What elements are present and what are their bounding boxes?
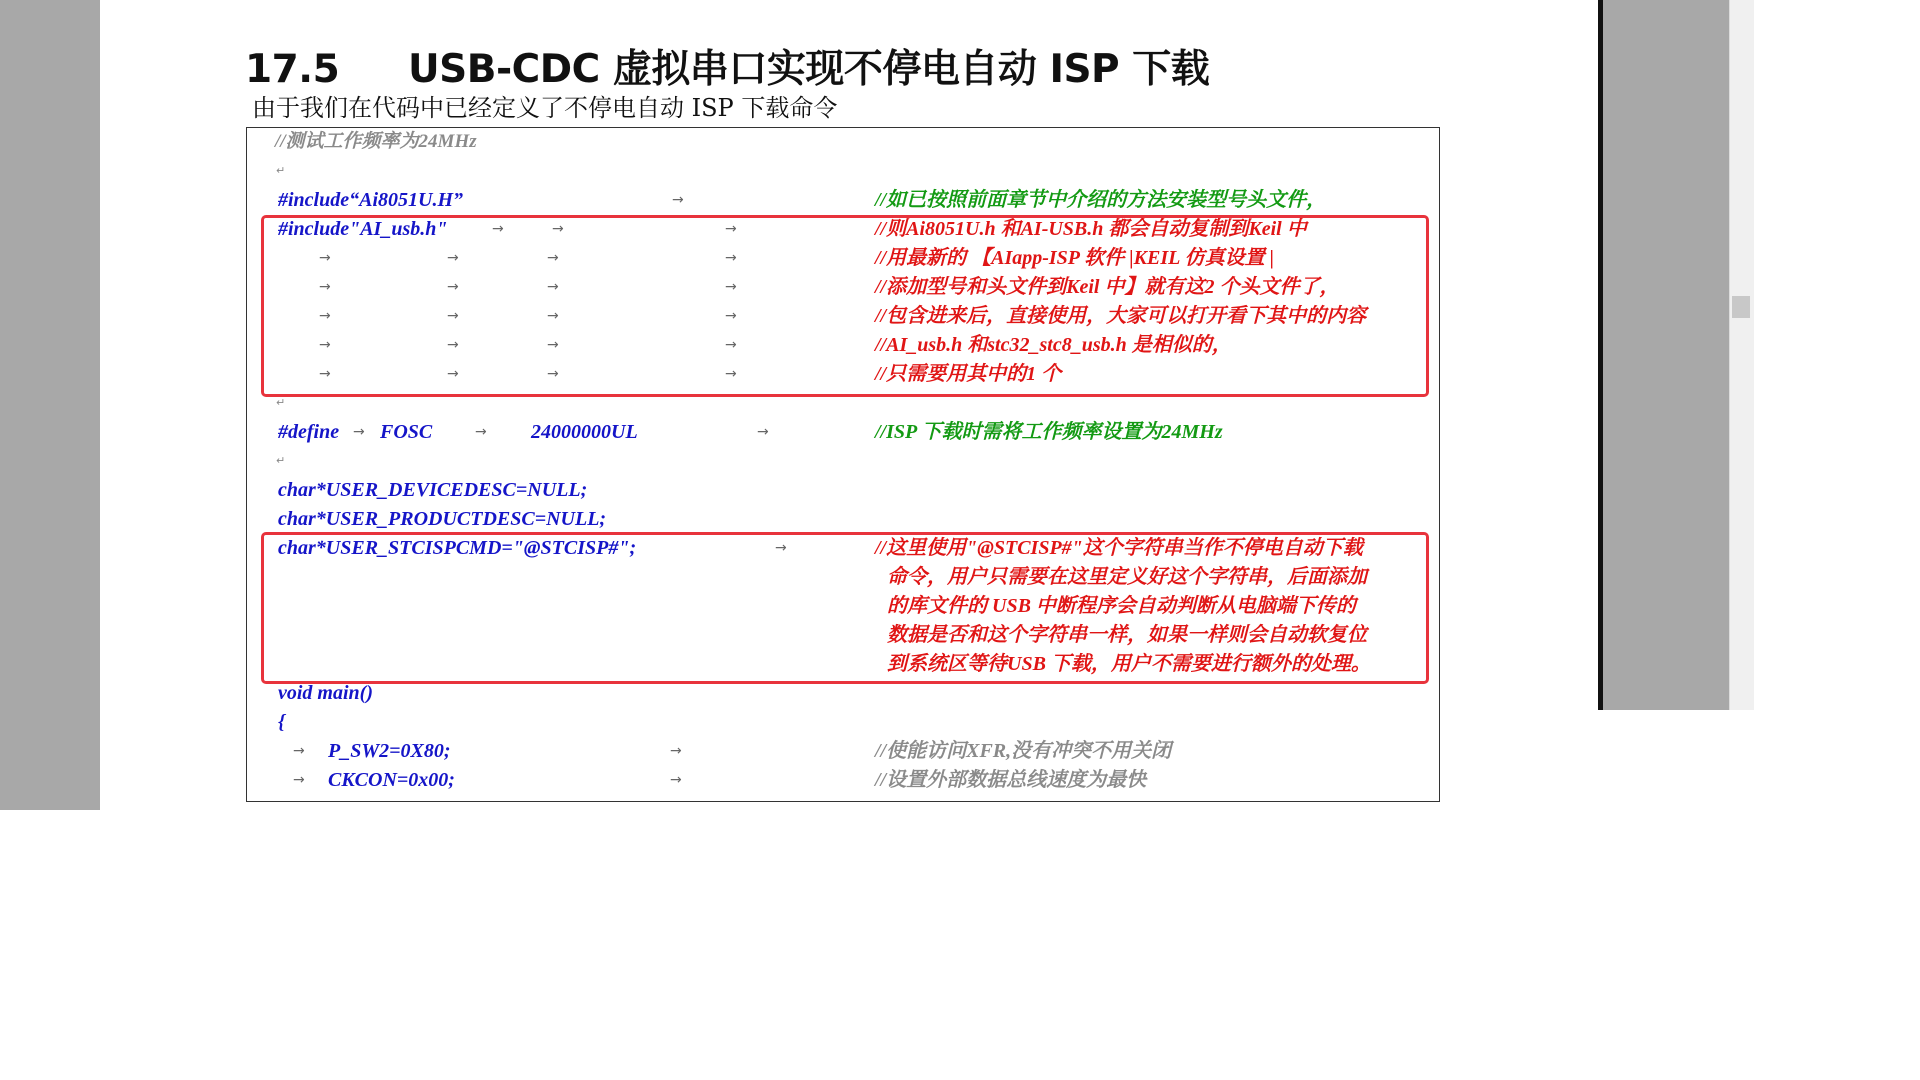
code-declaration: char*USER_PRODUCTDESC=NULL; (278, 508, 607, 530)
tab-mark: → (547, 366, 559, 382)
code-declaration: char*USER_STCISPCMD="@STCISP#"; (278, 537, 637, 559)
tab-mark: → (447, 250, 459, 266)
tab-mark: → (547, 308, 559, 324)
tab-mark: → (725, 308, 737, 324)
code-brace: { (278, 711, 285, 733)
code-include: #include“Ai8051U.H” (278, 189, 464, 211)
code-comment: //只需要用其中的1 个 (875, 363, 1062, 385)
highlight-box (261, 215, 1429, 397)
code-comment: //包含进来后，直接使用，大家可以打开看下其中的内容 (875, 305, 1367, 327)
tab-mark: → (319, 250, 331, 266)
tab-mark: → (319, 366, 331, 382)
tab-mark: → (353, 424, 365, 440)
code-comment: 的库文件的 USB 中断程序会自动判断从电脑端下传的 (887, 595, 1356, 617)
code-include: #include"AI_usb.h" (278, 218, 448, 240)
tab-mark: → (547, 337, 559, 353)
code-comment: //测试工作频率为24MHz (275, 131, 477, 152)
code-comment: //ISP 下载时需将工作频率设置为24MHz (875, 421, 1223, 443)
tab-mark: → (670, 743, 682, 759)
section-number: 17.5 (245, 47, 340, 92)
code-declaration: char*USER_DEVICEDESC=NULL; (278, 479, 588, 501)
code-comment: 数据是否和这个字符串一样，如果一样则会自动软复位 (887, 624, 1367, 646)
tab-mark: → (775, 540, 787, 556)
tab-mark: → (547, 250, 559, 266)
tab-mark: → (725, 250, 737, 266)
code-comment: //如已按照前面章节中介绍的方法安装型号头文件， (875, 189, 1327, 211)
tab-mark: → (475, 424, 487, 440)
code-define-value: 24000000UL (531, 421, 638, 443)
viewer-background-right (1603, 0, 1729, 710)
tab-mark: → (447, 279, 459, 295)
paragraph-mark: ↵ (276, 396, 286, 409)
code-define-keyword: #define (278, 421, 340, 443)
tab-mark: → (319, 308, 331, 324)
code-comment: //使能访问XFR,没有冲突不用关闭 (875, 740, 1172, 762)
code-comment: //这里使用"@STCISP#"这个字符串当作不停电自动下载 (875, 537, 1363, 559)
tab-mark: → (725, 221, 737, 237)
tab-mark: → (547, 279, 559, 295)
tab-mark: → (447, 366, 459, 382)
tab-mark: → (725, 366, 737, 382)
section-heading (245, 38, 1209, 94)
code-statement: P_SW2=0X80; (328, 740, 451, 762)
tab-mark: → (293, 743, 305, 759)
code-comment: //用最新的 【AIapp-ISP 软件 |KEIL 仿真设置 | (875, 247, 1275, 269)
code-statement: CKCON=0x00; (328, 769, 455, 791)
section-title: USB-CDC 虚拟串口实现不停电自动 ISP 下载 (408, 47, 1210, 92)
code-define-name: FOSC (380, 421, 433, 443)
tab-mark: → (552, 221, 564, 237)
highlight-box (261, 532, 1429, 684)
tab-mark: → (492, 221, 504, 237)
tab-mark: → (319, 337, 331, 353)
code-main: void main() (278, 682, 373, 704)
tab-mark: → (757, 424, 769, 440)
code-block (246, 127, 1440, 802)
tab-mark: → (293, 772, 305, 788)
tab-mark: → (670, 772, 682, 788)
code-comment: //设置外部数据总线速度为最快 (875, 769, 1147, 791)
paragraph-mark: ↵ (276, 454, 286, 467)
tab-mark: → (725, 279, 737, 295)
vertical-scrollbar[interactable] (1729, 0, 1754, 710)
tab-mark: → (447, 308, 459, 324)
scrollbar-thumb[interactable] (1732, 296, 1750, 318)
tab-mark: → (319, 279, 331, 295)
intro-paragraph: 由于我们在代码中已经定义了不停电自动 ISP 下载命令 (252, 94, 838, 122)
code-comment: 到系统区等待USB 下载，用户不需要进行额外的处理。 (887, 653, 1371, 675)
code-comment: //则Ai8051U.h 和AI-USB.h 都会自动复制到Keil 中 (875, 218, 1307, 240)
tab-mark: → (447, 337, 459, 353)
code-comment: 命令，用户只需要在这里定义好这个字符串，后面添加 (887, 566, 1367, 588)
code-comment: //添加型号和头文件到Keil 中】就有这2 个头文件了， (875, 276, 1340, 298)
paragraph-mark: ↵ (276, 164, 286, 177)
tab-mark: → (672, 192, 684, 208)
tab-mark: → (725, 337, 737, 353)
code-comment: //AI_usb.h 和stc32_stc8_usb.h 是相似的， (875, 334, 1232, 356)
viewer-background-left (0, 0, 100, 810)
